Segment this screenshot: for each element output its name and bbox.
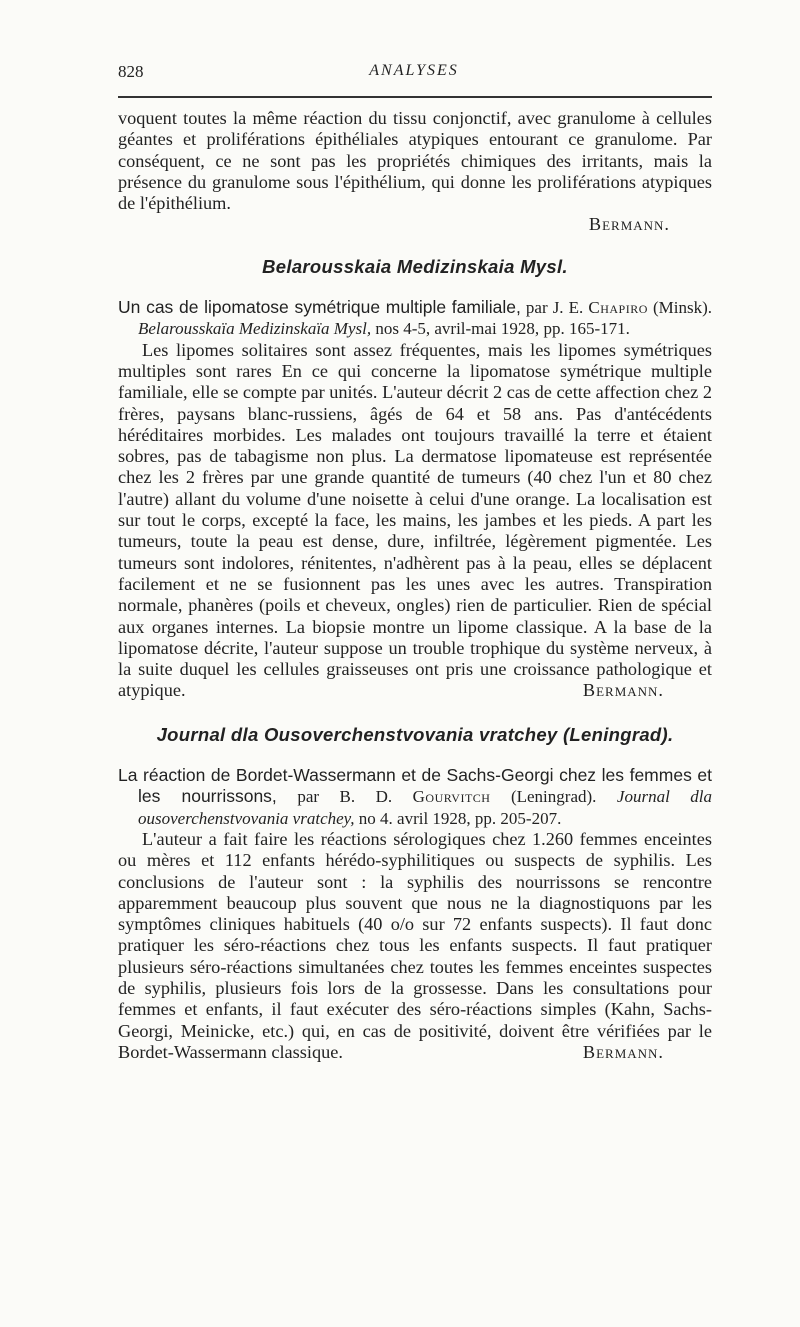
- page-body: [118, 108, 712, 1063]
- journal-heading: Journal dla Ousoverchenstvovania vratchey (Leningrad).: [156, 723, 674, 745]
- running-head: ANALYSES: [369, 62, 459, 79]
- continued-paragraph: voquent toutes la même réaction du tissu conjonctif, avec granulome à cellules géantes et proliférations épithéliales atypiques entourant ce granulome. Par conséquent, ce ne sont pas les propriétés chimiques des irritants, mais la présence du granulome sous l'épithélium, qui donne les proliférations atypiques de l'épithélium.: [118, 108, 712, 214]
- author-location: (Leningrad).: [510, 787, 597, 807]
- article-paragraph: [118, 829, 712, 1063]
- article-paragraph: [118, 340, 712, 702]
- signature: Bermann.: [588, 214, 670, 235]
- article-title: La réaction de Bordet-Wassermann et de Sachs-Georgi chez les femmes et les nourrissons,: [118, 765, 712, 807]
- journal-heading: Belarousskaia Medizinskaia Mysl.: [262, 255, 568, 277]
- article-title: Un cas de lipomatose symétrique multiple familiale,: [118, 297, 521, 318]
- page-header: [118, 62, 710, 84]
- author-name: Gourvitch: [412, 787, 491, 807]
- article-citation: [118, 297, 712, 340]
- article-citation: [118, 765, 712, 829]
- signature: Bermann.: [582, 680, 664, 701]
- issue-info: no 4. avril 1928, pp. 205-207.: [358, 808, 562, 828]
- page-range: pp. 165-171.: [543, 319, 630, 339]
- page-number: 828: [118, 62, 144, 81]
- article-text: Les lipomes solitaires sont assez fréquentes, mais les lipomes symétriques multiples sont rares En ce qui concerne la lipomatose symétrique multiple familiale, elle se compte par unités. L'auteur décrit 2 cas de cette affection chez 2 frères, paysans blanc-russiens, âgés de 64 et 58 ans. Pas d'antécédents héréditaires morbides. Les malades ont toujours travaillé la terre et étaient sobres, pas de tabagisme non plus. La dermatose lipomateuse est représentée chez les 2 frères par une grande quantité de tumeurs (40 chez l'un et 80 chez l'autre) allant du volume d'une noisette à celui d'une orange. La localisation est sur tout le corps, excepté la face, les mains, les jambes et les pieds. A part les tumeurs, toute la peau est dense, dure, infiltrée, légèrement pigmentée. Les tumeurs sont indolores, rénitentes, n'adhèrent pas à la peau, elles se déplacent facilement et ne se fusionnent pas les unes avec les autres. Transpiration normale, phanères (poils et cheveux, ongles) rien de particulier. Rien de spécial aux organes internes. La biopsie montre un lipome classique. A la base de la lipomatose décrite, l'auteur suppose un trouble trophique du système nerveux, à la suite duquel les cellules graisseuses ont pris une croissance pathologique et atypique.: [118, 339, 712, 701]
- journal-source: Belarousskaïa Medizinskaïa Mysl,: [138, 319, 372, 339]
- header-rule: [118, 96, 712, 98]
- journal-source: Journal dla ousoverchenstvovania vratchey,: [138, 787, 713, 828]
- issue-info: nos 4-5, avril-mai 1928,: [375, 319, 540, 339]
- citation-by: par B. D.: [297, 787, 393, 807]
- signature: Bermann.: [582, 1041, 664, 1062]
- article-text: L'auteur a fait faire les réactions sérologiques chez 1.260 femmes enceintes ou mères et 112 enfants hérédo-syphilitiques ou suspects de syphilis. Les conclusions de l'auteur sont : la syphilis des nourrissons se rencontre apparemment beaucoup plus souvent que nous ne la diagnostiquons par les symptômes cliniques habituels (40 o/o sur 72 enfants suspects). Il faut donc pratiquer les séro-réactions chez tous les enfants suspects. Il faut pratiquer plusieurs séro-réactions simultanées chez toutes les femmes enceintes suspectes de syphilis, plusieurs fois lors de la grossesse. Dans les consultations pour femmes et enfants, il faut exécuter des séro-réactions simples (Kahn, Sachs-Georgi, Meinicke, etc.) qui, en cas de positivité, doivent être vérifiées par le Bordet-Wassermann classique.: [118, 828, 712, 1062]
- citation-by: par J. E.: [525, 298, 584, 318]
- author-location: (Minsk).: [652, 298, 713, 318]
- author-name: Chapiro: [588, 298, 648, 318]
